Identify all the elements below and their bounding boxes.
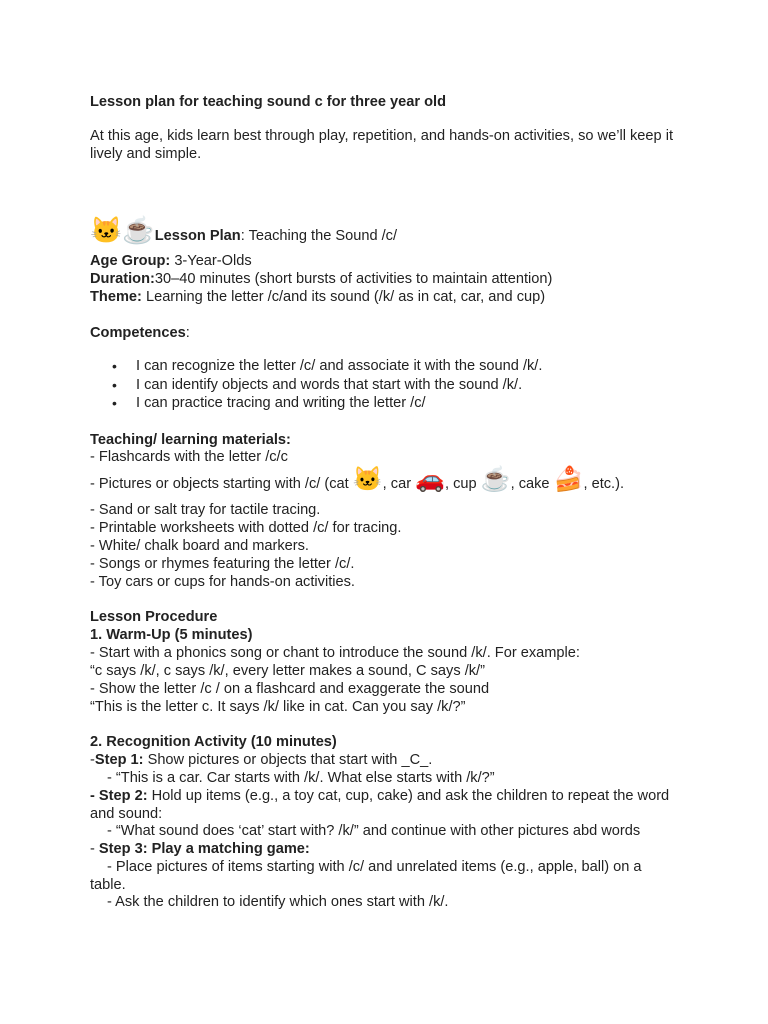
warmup-heading: 1. Warm-Up (5 minutes) — [90, 627, 253, 643]
age-group-line: Age Group: 3-Year-Olds — [90, 253, 252, 269]
list-item: - Printable worksheets with dotted /c/ for tracing. — [90, 520, 402, 536]
cake-icon: 🍰 — [553, 466, 584, 493]
competences-list — [90, 358, 542, 414]
lesson-plan-value: : Teaching the Sound /c/ — [240, 228, 398, 245]
list-item: - Toy cars or cups for hands-on activities. — [90, 574, 355, 590]
lesson-plan-line — [90, 214, 673, 246]
step1-line: -Step 1: Show pictures or objects that start with _C_. — [90, 752, 433, 768]
list-item: • I can practice tracing and writing the letter /c/ — [90, 395, 542, 414]
theme-line: Theme: Learning the letter /c/and its sound (/k/ as in cat, car, and cup) — [90, 289, 546, 305]
warmup-line: - Show the letter /c / on a flashcard and exaggerate the sound — [90, 681, 490, 697]
procedure-heading: Lesson Procedure — [90, 609, 218, 625]
materials-heading: Teaching/ learning materials: — [90, 432, 291, 448]
warmup-line: “c says /k/, c says /k/, every letter makes a sound, C says /k/” — [90, 663, 485, 679]
list-item: - Sand or salt tray for tactile tracing. — [90, 502, 321, 518]
cup-icon: ☕ — [480, 466, 511, 493]
lesson-plan-label: Lesson Plan — [154, 228, 241, 245]
warmup-line: “This is the letter c. It says /k/ like in cat. Can you say /k/?” — [90, 699, 466, 715]
step2-line: - Step 2: Hold up items (e.g., a toy cat, cup, cake) and ask the children to repeat the word and sound: — [90, 788, 674, 822]
recognition-heading: 2. Recognition Activity (10 minutes) — [90, 734, 337, 750]
list-item: - White/ chalk board and markers. — [90, 538, 309, 554]
competences-heading: Competences: — [90, 325, 190, 341]
step3-line: - Step 3: Play a matching game: — [90, 841, 310, 857]
intro-paragraph: At this age, kids learn best through play, repetition, and hands-on activities, so we’ll keep it lively and simple. — [90, 128, 678, 162]
list-item: • I can recognize the letter /c/ and associate it with the sound /k/. — [90, 358, 542, 377]
materials-flashcards: - Flashcards with the letter /c/c — [90, 449, 288, 465]
list-item: - Songs or rhymes featuring the letter /c/. — [90, 556, 355, 572]
duration-line: Duration:30–40 minutes (short bursts of activities to maintain attention) — [90, 271, 553, 287]
step3-line1: - Place pictures of items starting with /c/ and unrelated items (e.g., apple, ball) on a table. — [90, 859, 646, 893]
car-icon: 🚗 — [415, 466, 445, 493]
list-item: • I can identify objects and words that start with the sound /k/. — [90, 377, 542, 396]
materials-pictures-line: - Pictures or objects starting with /c/ (cat 🐱, car 🚗, cup ☕, cake 🍰, etc.). — [90, 466, 625, 493]
warmup-line: - Start with a phonics song or chant to introduce the sound /k/. For example: — [90, 645, 580, 661]
step1-quote: - “This is a car. Car starts with /k/. What else starts with /k/?” — [107, 770, 495, 786]
step2-quote: - “What sound does ‘cat’ start with? /k/” and continue with other pictures abd words — [107, 823, 641, 839]
cat-icon: 🐱 — [352, 466, 383, 493]
document-title: Lesson plan for teaching sound c for three year old — [90, 94, 446, 110]
cat-and-coffee-icon: 🐱☕ — [90, 215, 155, 245]
step3-line2: - Ask the children to identify which ones start with /k/. — [107, 894, 449, 910]
